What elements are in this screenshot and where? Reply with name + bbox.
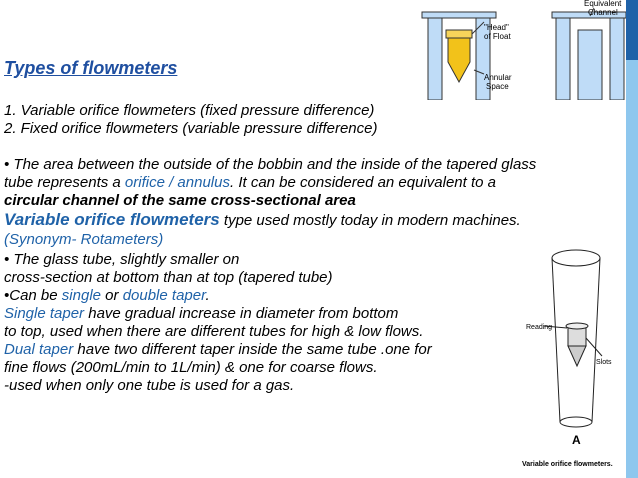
b2-a: •Can be xyxy=(4,287,62,304)
single-taper-label: Single taper xyxy=(4,305,85,322)
accent-bar-top xyxy=(626,0,638,60)
double-taper-term: double taper xyxy=(122,287,206,304)
para1-line2-a: tube represents a xyxy=(4,174,125,191)
dual-taper-rest: have two different taper inside the same tube .one for xyxy=(73,341,432,358)
dual-taper-line xyxy=(4,341,432,358)
dual-taper-label: Dual taper xyxy=(4,341,74,358)
para1-line2-c: . It can be considered an equivalent to a xyxy=(229,174,496,191)
equivalent-label-2: Channel xyxy=(588,8,618,17)
equivalent-label-1: Equivalent xyxy=(584,0,622,8)
head-label-2: of Float xyxy=(484,32,511,41)
single-term: single xyxy=(61,287,101,304)
para1-line1: • The area between the outside of the bobbin and the inside of the tapered glass xyxy=(4,156,537,173)
para1-line2 xyxy=(4,174,496,191)
bullet2-line xyxy=(4,287,210,304)
dual-taper-line3: -used when only one tube is used for a gas. xyxy=(4,377,295,394)
rotameter-diagram xyxy=(520,238,620,470)
reading-label: Reading xyxy=(526,324,553,331)
figure-letter: A xyxy=(572,433,581,447)
single-taper-line xyxy=(4,305,398,322)
orifice-term: orifice / annulus xyxy=(124,174,230,191)
slots-label: Slots xyxy=(596,359,612,366)
accent-bar xyxy=(626,0,638,478)
bullet1-line2: cross-section at bottom than at top (tapered tube) xyxy=(4,269,333,286)
synonym-line: (Synonym- Rotameters) xyxy=(4,231,164,248)
para2-line xyxy=(4,211,521,229)
list-item: 1. Variable orifice flowmeters (fixed pressure difference) xyxy=(4,102,375,119)
list-item: 2. Fixed orifice flowmeters (variable pressure difference) xyxy=(4,120,378,137)
b2-c: or xyxy=(101,287,123,304)
slide-title: Types of flowmeters xyxy=(4,58,178,78)
figure-caption: Variable orifice flowmeters. xyxy=(522,461,613,468)
bullet1-line1: • The glass tube, slightly smaller on xyxy=(4,251,240,268)
variable-orifice-heading: Variable orifice flowmeters xyxy=(4,210,220,229)
dual-taper-line2: fine flows (200mL/min to 1L/min) & one for coarse flows. xyxy=(4,359,378,376)
para1-line3: circular channel of the same cross-sectional area xyxy=(4,192,356,209)
single-taper-line2: to top, used when there are different tubes for high & low flows. xyxy=(4,323,424,340)
head-label-1: "Head" xyxy=(484,23,509,32)
annular-label-1: Annular xyxy=(484,73,512,82)
b2-e: . xyxy=(205,287,210,304)
single-taper-rest: have gradual increase in diameter from bottom xyxy=(84,305,399,322)
float-diagram xyxy=(418,0,626,100)
para2-rest: type used mostly today in modern machines. xyxy=(219,212,521,229)
annular-label-2: Space xyxy=(486,82,509,91)
